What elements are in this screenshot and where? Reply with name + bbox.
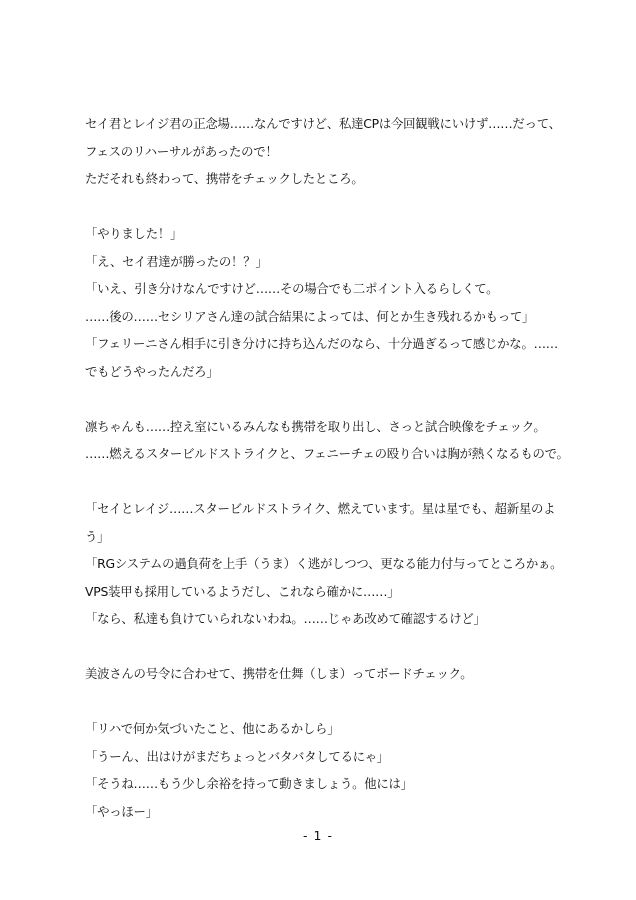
text-line: 「そうね……もう少し余裕を持って動きましょう。他には」 <box>85 776 413 791</box>
text-line: セイ君とレイジ君の正念場……なんですけど、私達CPは今回観戦にいけず……だって、 <box>85 116 561 131</box>
text-line: でもどうやったんだろ」 <box>85 363 219 379</box>
text-line: ……後の……セシリアさん達の試合結果によっては、何とか生き残れるかもって」 <box>85 308 535 324</box>
paragraph <box>85 413 569 468</box>
text-line: 「セイとレイジ……スタービルドストライク、燃えています。星は星でも、超新星のよ <box>85 501 556 516</box>
text-line: 「え、セイ君達が勝ったの！？」 <box>85 253 268 269</box>
text-line: 美波さんの号令に合わせて、携帯を仕舞（しま）ってボードチェック。 <box>85 666 473 681</box>
paragraph <box>85 715 565 825</box>
text-line: フェスのリハーサルがあったので！ <box>85 143 278 159</box>
text-line: 凛ちゃんも……控え室にいるみんなも携帯を取り出し、さっと試合映像をチェック。 <box>85 418 546 434</box>
paragraph <box>85 220 565 385</box>
text-line: 「フェリーニさん相手に引き分けに持ち込んだのなら、十分過ぎるって感じかな。…… <box>85 336 558 351</box>
page-number: - 1 - <box>303 828 333 843</box>
paragraph-gap <box>85 688 565 716</box>
text-line: 「いえ、引き分けなんですけど……その場合でも二ポイント入るらしくて。 <box>85 281 499 296</box>
paragraph-gap <box>85 633 565 661</box>
body-text <box>85 110 569 825</box>
paragraph-gap <box>85 468 565 496</box>
text-line: 「やっほー」 <box>85 803 158 819</box>
paragraph-gap <box>85 385 565 413</box>
text-line: ただそれも終わって、携帯をチェックしたところ。 <box>85 171 364 186</box>
text-line: 「やりました！」 <box>85 226 183 241</box>
text-line: 「リハで何か気づいたこと、他にあるかしら」 <box>85 721 340 736</box>
text-line: 「うーん、出はけがまだちょっとバタバタしてるにゃ」 <box>85 748 389 764</box>
text-line: VPS装甲も採用しているようだし、これなら確かに……」 <box>85 583 400 599</box>
text-line: う」 <box>85 528 110 544</box>
paragraph-gap <box>85 193 565 221</box>
paragraph <box>85 110 565 193</box>
text-line: ……燃えるスタービルドストライクと、フェニーチェの殴り合いは胸が熱くなるもので。 <box>85 446 569 461</box>
text-line: 「なら、私達も負けていられないわね。……じゃあ改めて確認するけど」 <box>85 611 486 626</box>
paragraph <box>85 495 565 633</box>
paragraph <box>85 660 565 688</box>
text-line: 「RGシステムの過負荷を上手（うま）く逃がしつつ、更なる能力付与ってところかぁ。 <box>85 556 563 571</box>
